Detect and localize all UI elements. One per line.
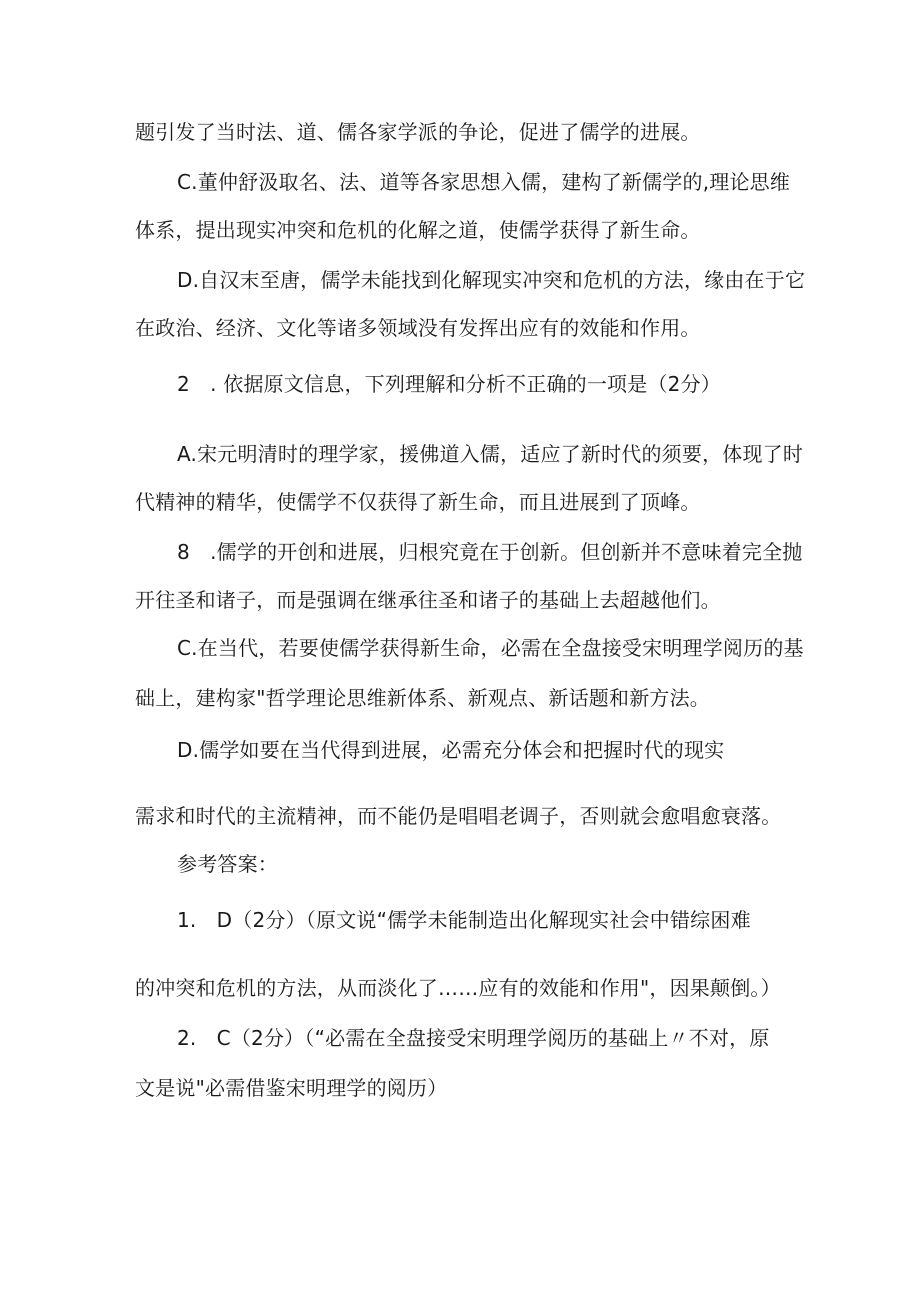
- option-c-line: C.董仲舒汲取名、法、道等各家思想入儒，建构了新儒学的,理论思维: [177, 170, 791, 194]
- answer-2: 2. C（2分）（“必需在全盘接受宋明理学阅历的基础上〃不对，原: [177, 1026, 770, 1050]
- option-d-line: D.自汉末至唐，儒学未能找到化解现实冲突和危机的方法，缘由在于它: [177, 268, 806, 292]
- paragraph-line: 的冲突和危机的方法，从而淡化了……应有的效能和作用"，因果颠倒。）: [135, 976, 781, 1000]
- paragraph-line: 代精神的精华，使儒学不仅获得了新生命，而且进展到了顶峰。: [135, 490, 701, 514]
- paragraph-line: 在政治、经济、文化等诸多领域没有发挥出应有的效能和作用。: [135, 316, 701, 340]
- paragraph-line: 需求和时代的主流精神，而不能仍是唱唱老调子，否则就会愈唱愈衰落。: [135, 804, 782, 828]
- option-b-line: 8 .儒学的开创和进展，归根究竟在于创新。但创新并不意味着完全抛: [177, 540, 803, 564]
- option-d-line: D.儒学如要在当代得到进展，必需充分体会和把握时代的现实: [177, 738, 725, 762]
- paragraph-line: 础上，建构家"哲学理论思维新体系、新观点、新话题和新方法。: [135, 686, 710, 710]
- option-a-line: A.宋元明清时的理学家，援佛道入儒，适应了新时代的须要，体现了时: [177, 442, 804, 466]
- paragraph-line: 题引发了当时法、道、儒各家学派的争论，促进了儒学的进展。: [135, 120, 701, 144]
- option-c-line: C.在当代，若要使儒学获得新生命，必需在全盘接受宋明理学阅历的基: [177, 636, 804, 660]
- question-2: 2 . 依据原文信息，下列理解和分析不正确的一项是（2分）: [177, 372, 721, 396]
- paragraph-line: 体系，提出现实冲突和危机的化解之道，使儒学获得了新生命。: [135, 218, 701, 242]
- paragraph-line: 文是说"必需借鉴宋明理学的阅历）: [135, 1076, 448, 1100]
- paragraph-line: 开往圣和诸子，而是强调在继承往圣和诸子的基础上去超越他们。: [135, 588, 721, 612]
- answer-heading: 参考答案：: [177, 852, 278, 876]
- answer-1: 1. D（2分）（原文说“儒学未能制造出化解现实社会中错综困难: [177, 908, 751, 932]
